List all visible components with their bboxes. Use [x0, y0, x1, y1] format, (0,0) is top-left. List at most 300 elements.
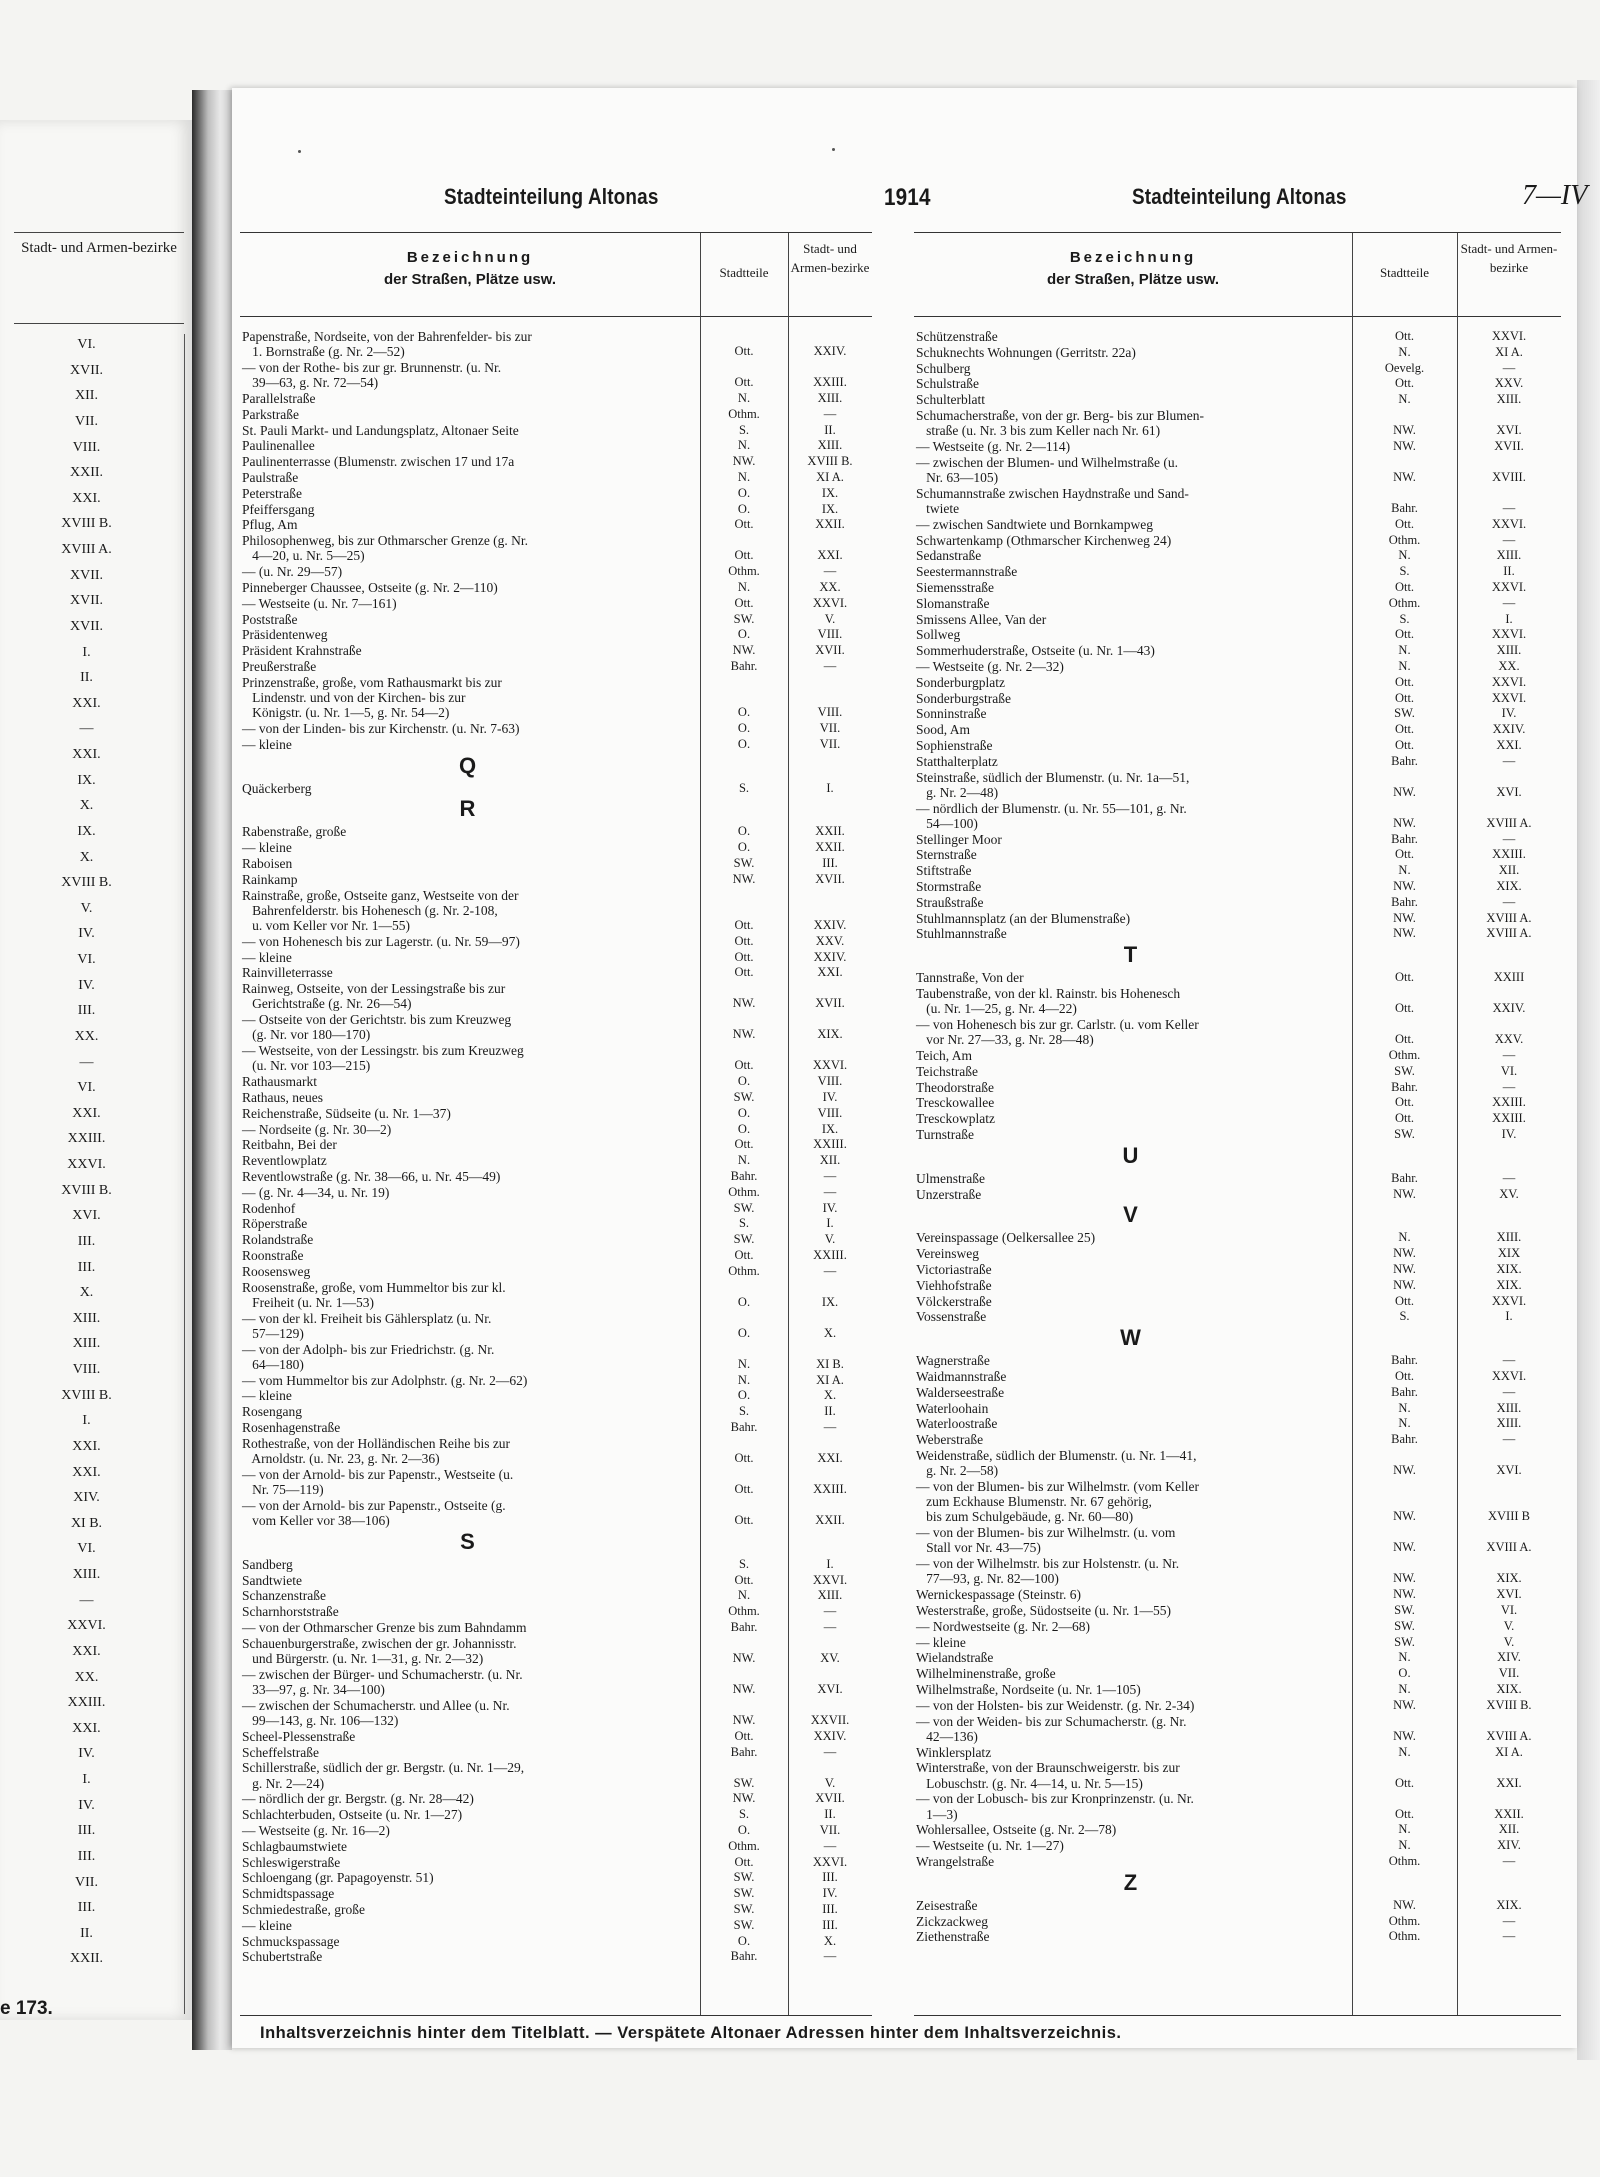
stadtteil-cell: O.	[737, 1325, 751, 1340]
street-name: Schlagbaumstwiete	[242, 1838, 347, 1854]
bezirk-cell: —	[1502, 1854, 1516, 1868]
street-name: Unzerstraße	[916, 1186, 982, 1202]
street-name: Weberstraße	[916, 1432, 984, 1448]
street-name: Pinneberger Chaussee, Ostseite (g. Nr. 2—110)	[242, 580, 498, 595]
bezirk-cell: XIX.	[1496, 1262, 1522, 1276]
bezirk-cell: XI B.	[816, 1356, 844, 1371]
bezirk-cell: XIX.	[1496, 1277, 1522, 1292]
left-page-bezirk: VIII.	[72, 439, 101, 455]
street-name: — Westseite, von der Lessingstr. bis zum Kreuzweg	[242, 1043, 524, 1059]
left-page-bezirk: VI.	[77, 1080, 96, 1096]
left-page-bezirk: XVII.	[69, 567, 104, 583]
street-name: — (u. Nr. 29—57)	[242, 564, 343, 580]
bezirk-cell: XX.	[819, 580, 841, 594]
bezirk-cell: XXV.	[815, 933, 845, 948]
stadtteil-cell: Ott.	[1394, 1369, 1415, 1383]
table-row	[240, 1791, 872, 1806]
table-row	[914, 1017, 1561, 1047]
street-name: — von der Lobusch- bis zur Kronprinzenstr. (u. Nr.	[916, 1791, 1194, 1807]
left-page-bezirk: XXI.	[72, 490, 101, 506]
section-letter: Q	[458, 752, 477, 778]
bezirk-cell: VIII.	[817, 705, 843, 720]
street-name: — von der Arnold- bis zur Papenstr., Westseite (u.	[242, 1466, 514, 1482]
stadtteil-cell: NW.	[1393, 1697, 1416, 1712]
stadtteil-cell: SW.	[733, 1886, 755, 1901]
table-row	[240, 1420, 872, 1435]
section-letter: R	[459, 796, 476, 822]
left-page-bezirk: VII.	[75, 1874, 98, 1890]
left-page-bezirk: XXI.	[72, 695, 101, 711]
stadtteil-cell: Ott.	[1394, 329, 1415, 343]
table-row	[240, 1604, 872, 1619]
bezirk-cell: XXI.	[1496, 1775, 1522, 1790]
stadtteil-cell: S.	[738, 1404, 750, 1419]
stadtteil-cell: NW.	[1393, 784, 1416, 799]
stadtteil-cell: Bahr.	[730, 659, 758, 673]
table-row	[240, 659, 872, 674]
street-name: Schützenstraße	[916, 329, 998, 344]
street-name: Statthalterplatz	[916, 753, 998, 769]
street-name: twiete	[916, 500, 960, 516]
street-name: 64—180)	[242, 1356, 304, 1372]
stadtteil-cell: SW.	[733, 1902, 755, 1916]
street-name: Rosengang	[242, 1404, 302, 1420]
bezirk-cell: —	[1502, 1170, 1516, 1185]
bezirk-cell: XXVI.	[812, 1572, 848, 1587]
bezirk-cell: IV.	[822, 1200, 838, 1215]
stadtteil-cell: Bahr.	[730, 1744, 758, 1759]
stadtteil-cell: SW.	[1394, 1603, 1415, 1617]
section-letter: V	[1123, 1202, 1138, 1228]
table-row	[914, 1914, 1561, 1929]
bezirk-cell: II.	[1503, 564, 1515, 579]
street-name: — Nordseite (g. Nr. 30—2)	[242, 1121, 392, 1137]
stadtteil-cell: NW.	[732, 1712, 756, 1727]
stadtteil-cell: SW.	[733, 1200, 755, 1215]
street-name: — von der kl. Freiheit bis Gählersplatz (u. Nr.	[242, 1310, 492, 1326]
table-row	[914, 926, 1561, 941]
bezirk-cell: XXV.	[1494, 376, 1524, 391]
street-name: Arnoldstr. (u. Nr. 23, g. Nr. 2—36)	[242, 1450, 440, 1466]
bezirk-cell: —	[823, 1263, 837, 1278]
stadtteil-cell: S.	[738, 1216, 750, 1231]
street-name: — kleine	[242, 736, 292, 752]
stadtteil-cell: O.	[1398, 1666, 1411, 1681]
stadtteil-cell: Ott.	[734, 344, 754, 359]
table-row	[914, 1230, 1561, 1245]
street-name: Sood, Am	[916, 722, 971, 738]
bezirk-cell: II.	[824, 422, 836, 437]
bezirk-cell: XIX.	[1496, 1897, 1522, 1912]
stadtteil-cell: NW.	[1393, 423, 1416, 438]
street-name: Scheel-Plessenstraße	[242, 1728, 356, 1744]
street-name: 54—100)	[916, 815, 978, 831]
stadtteil-cell: S.	[738, 1807, 750, 1822]
stadtteil-cell: Othm.	[1388, 1854, 1421, 1868]
table-row	[240, 1122, 872, 1137]
left-page-bezirk: XX.	[74, 1028, 99, 1044]
street-name: Stall vor Nr. 43—75)	[916, 1540, 1041, 1556]
left-page-bezirk: XVIII B.	[61, 516, 112, 532]
table-row	[914, 1095, 1561, 1110]
street-name: zum Eckhause Blumenstr. Nr. 67 gehörig,	[916, 1494, 1152, 1510]
street-name: — zwischen der Blumen- und Wilhelmstraße (u.	[916, 454, 1179, 470]
table-row	[914, 1171, 1561, 1186]
bezirk-cell: XVI.	[817, 1681, 843, 1696]
stadtteil-cell: Ott.	[1394, 1293, 1415, 1308]
street-name: Straußstraße	[916, 894, 984, 910]
street-name: Wielandstraße	[916, 1650, 994, 1666]
table-row	[914, 1635, 1561, 1650]
street-name: Rosenhagenstraße	[242, 1420, 341, 1435]
bezirk-cell: XI A.	[816, 1372, 844, 1387]
table-row	[240, 1698, 872, 1728]
bezirk-cell: XVII.	[815, 871, 845, 886]
main-page	[232, 88, 1588, 2048]
left-page-bezirk: XXVI.	[67, 1157, 106, 1172]
column-header-bezeichnung-line2: der Straßen, Plätze usw.	[384, 271, 556, 288]
street-name: Stuhlmannstraße	[916, 926, 1007, 942]
scan-speck	[298, 150, 301, 153]
bezirk-cell: XIX.	[817, 1027, 843, 1042]
stadtteil-cell: SW.	[733, 611, 755, 626]
stadtteil-cell: NW.	[1393, 469, 1416, 484]
bezirk-cell: XXIV.	[1492, 1001, 1526, 1016]
stadtteil-cell: N.	[737, 1153, 751, 1168]
street-name: Schlachterbuden, Ostseite (u. Nr. 1—27)	[242, 1807, 463, 1823]
street-name: Vereinspassage (Oelkersallee 25)	[916, 1230, 1096, 1246]
section-letter: S	[460, 1528, 475, 1554]
street-name: — von der Holsten- bis zur Weidenstr. (g. Nr. 2-34)	[916, 1697, 1195, 1713]
left-page-bezirk: IX.	[77, 823, 96, 839]
street-name: Slomanstraße	[916, 595, 990, 611]
bezirk-cell: X.	[823, 1325, 837, 1340]
table-row	[914, 392, 1561, 407]
bezirk-cell: XVIII.	[1492, 469, 1526, 484]
stadtteil-cell: O.	[737, 721, 751, 735]
street-name: Scharnhorststraße	[242, 1604, 339, 1620]
street-name: bis zum Schulgebäude, g. Nr. 60—80)	[916, 1509, 1134, 1525]
section-letter: U	[1122, 1142, 1139, 1168]
street-name: Rainstraße, große, Ostseite ganz, Westseite von der	[242, 887, 519, 903]
street-name: Pflug, Am	[242, 517, 298, 533]
table-row	[240, 486, 872, 501]
bezirk-cell: XXV.	[1494, 1032, 1524, 1047]
stadtteil-cell: SW.	[1394, 706, 1415, 721]
stadtteil-cell: Bahr.	[730, 1949, 758, 1964]
street-name: Röperstraße	[242, 1216, 308, 1232]
stadtteil-cell: Ott.	[1394, 1806, 1415, 1821]
left-page-bezirk: VI.	[77, 1541, 96, 1557]
bezirk-cell: XVIII A.	[1486, 815, 1532, 830]
stadtteil-cell: Ott.	[1394, 722, 1415, 737]
bezirk-cell: X.	[823, 1388, 837, 1403]
stadtteil-cell: NW.	[1393, 1186, 1416, 1201]
stadtteil-cell: Bahr.	[1391, 831, 1418, 846]
street-name: g. Nr. 2—58)	[916, 1463, 999, 1479]
street-name: Raboisen	[242, 856, 293, 871]
table-row	[240, 781, 872, 796]
street-name: Sternstraße	[916, 847, 977, 863]
street-name: Taubenstraße, von der kl. Rainstr. bis Hohenesch	[916, 986, 1181, 1001]
stadtteil-cell: Bahr.	[1391, 1170, 1418, 1185]
street-name: Sommerhuderstraße, Ostseite (u. Nr. 1—43)	[916, 643, 1155, 659]
stadtteil-cell: Ott.	[1394, 516, 1415, 531]
left-page-bezirk: IV.	[78, 977, 95, 993]
table-row	[914, 659, 1561, 674]
street-name: 99—143, g. Nr. 106—132)	[242, 1712, 399, 1728]
table-row	[240, 1886, 872, 1901]
street-name: Schmiedestraße, große	[242, 1902, 365, 1917]
left-page-bezirk: XX.	[74, 1669, 99, 1685]
street-name: Stellinger Moor	[916, 831, 1002, 847]
bezirk-cell: XXVI.	[812, 1058, 848, 1073]
table-row	[914, 1401, 1561, 1416]
street-name: Rothestraße, von der Holländischen Reihe bis zur	[242, 1435, 511, 1451]
bezirk-cell: —	[1502, 1079, 1516, 1094]
left-page-bezirk: II.	[80, 1925, 93, 1941]
street-name: vor Nr. 27—33, g. Nr. 28—48)	[916, 1032, 1094, 1048]
column-header-bezeichnung-line1: Bezeichnung	[1069, 249, 1197, 266]
stadtteil-cell: O.	[737, 840, 751, 855]
stadtteil-cell: Bahr.	[730, 1620, 758, 1634]
table-row	[914, 770, 1561, 800]
stadtteil-cell: Othm.	[1388, 1929, 1421, 1944]
bezirk-cell: XXVI.	[812, 1854, 848, 1869]
stadtteil-cell: S.	[738, 780, 750, 795]
table-row	[914, 738, 1561, 753]
street-name: — von Hohenesch bis zur gr. Carlstr. (u. vom Keller	[916, 1017, 1199, 1032]
table-row	[914, 1294, 1561, 1309]
street-name: — von der Blumen- bis zur Wilhelmstr. (vom Keller	[916, 1479, 1200, 1494]
table-row	[240, 965, 872, 980]
left-page-bezirk: XVI.	[72, 1208, 101, 1224]
stadtteil-cell: Ott.	[1394, 674, 1415, 689]
column-header-bezeichnung-line1: Bezeichnung	[406, 249, 534, 266]
table-row	[240, 470, 872, 485]
stadtteil-cell: Ott.	[734, 917, 754, 932]
street-name: Präsident Krahnstraße	[242, 643, 362, 659]
street-name: Winterstraße, von der Braunschweigerstr. bis zur	[916, 1760, 1180, 1776]
stadtteil-cell: NW.	[732, 1681, 756, 1696]
bezirk-cell: XII.	[1498, 863, 1520, 878]
table-row	[240, 1620, 872, 1635]
bezirk-cell: VIII.	[817, 1105, 843, 1120]
table-row	[240, 1280, 872, 1310]
stadtteil-cell: N.	[737, 391, 751, 405]
bezirk-cell: XIII.	[1496, 392, 1522, 407]
stadtteil-cell: O.	[737, 1121, 751, 1136]
left-page-bezirk: III.	[77, 1823, 96, 1839]
stadtteil-cell: Bahr.	[730, 1420, 758, 1434]
bezirk-cell: XI A.	[816, 470, 844, 484]
stadtteil-cell: Ott.	[734, 1572, 754, 1587]
left-page-bezirk: XI B.	[70, 1515, 103, 1531]
table-row	[240, 1074, 872, 1089]
running-head-right: Stadteinteilung Altonas	[1132, 184, 1347, 209]
left-page-bezirk: XXII.	[69, 465, 104, 481]
table-row	[240, 856, 872, 871]
bezirk-cell: III.	[822, 1902, 838, 1916]
stadtteil-cell: S.	[738, 422, 750, 437]
table-row	[240, 1588, 872, 1603]
bezirk-cell: VII.	[819, 736, 841, 751]
stadtteil-cell: N.	[1398, 1230, 1411, 1245]
bezirk-cell: XXIV.	[813, 917, 847, 932]
left-page-bezirk: III.	[77, 1003, 96, 1019]
table-row	[914, 1556, 1561, 1586]
bezirk-cell: XV.	[1499, 1186, 1519, 1201]
street-name: Paulstraße	[242, 470, 299, 485]
table-row	[240, 329, 872, 359]
street-name: Sophienstraße	[916, 738, 993, 753]
street-name: 33—97, g. Nr. 34—100)	[242, 1681, 385, 1697]
stadtteil-cell: Bahr.	[1391, 894, 1418, 909]
bezirk-cell: —	[1502, 1048, 1516, 1062]
street-name: — kleine	[242, 949, 292, 965]
left-page-bezirk: V.	[80, 900, 93, 916]
street-name: Parallelstraße	[242, 391, 316, 406]
street-name: Ulmenstraße	[916, 1170, 985, 1186]
street-name: Königstr. (u. Nr. 1—5, g. Nr. 54—2)	[242, 705, 450, 721]
bezirk-cell: XXVI.	[812, 595, 848, 610]
street-name: Reitbahn, Bei der	[242, 1137, 337, 1153]
street-name: Waterloohain	[916, 1400, 989, 1416]
street-name: Turnstraße	[916, 1127, 975, 1142]
stadtteil-cell: O.	[737, 1074, 751, 1089]
stadtteil-cell: NW.	[1393, 1540, 1416, 1555]
stadtteil-cell: NW.	[1393, 1897, 1416, 1912]
street-name: Völckerstraße	[916, 1293, 992, 1309]
table-row	[914, 1854, 1561, 1869]
street-name: — von der Linden- bis zur Kirchenstr. (u. Nr. 7-63)	[242, 721, 520, 736]
left-page-bezirk: III.	[77, 1848, 96, 1864]
bezirk-cell: —	[823, 1184, 837, 1199]
street-name: Teichstraße	[916, 1063, 979, 1079]
street-name: — von der Weiden- bis zur Schumacherstr. (g. Nr.	[916, 1713, 1187, 1729]
street-name: — von der Blumen- bis zur Wilhelmstr. (u. vom	[916, 1525, 1176, 1541]
bezirk-cell: VI.	[1500, 1603, 1518, 1617]
bezirk-cell: XX.	[1498, 659, 1520, 673]
bezirk-cell: V.	[824, 1775, 836, 1790]
left-page-bezirk: XIII.	[72, 1336, 101, 1352]
stadtteil-cell: NW.	[1393, 1246, 1416, 1261]
table-row	[240, 1573, 872, 1588]
bezirk-cell: I.	[826, 1556, 834, 1571]
street-name: 4—20, u. Nr. 5—25)	[242, 548, 365, 564]
table-row	[240, 1807, 872, 1822]
stadtteil-cell: Ott.	[734, 595, 754, 610]
bezirk-cell: V.	[1503, 1618, 1515, 1633]
bezirk-cell: XI A.	[1495, 1744, 1523, 1759]
table-row	[914, 675, 1561, 690]
table-row	[240, 1342, 872, 1372]
street-name: Pfeiffersgang	[242, 501, 315, 517]
table-row	[914, 1682, 1561, 1697]
stadtteil-cell: NW.	[732, 454, 756, 469]
table-row	[240, 675, 872, 721]
street-name: St. Pauli Markt- und Landungsplatz, Altonaer Seite	[242, 422, 519, 438]
street-name: Ziethenstraße	[916, 1929, 990, 1945]
table-row	[914, 486, 1561, 516]
bezirk-cell: XXIV.	[813, 949, 847, 964]
column-header-bezeichnung	[240, 233, 700, 317]
street-name: Papenstraße, Nordseite, von der Bahrenfelder- bis zur	[242, 329, 532, 344]
table-row	[240, 1012, 872, 1042]
street-name: Viehhofstraße	[916, 1277, 992, 1293]
left-page-bezirk: XVII.	[69, 362, 104, 378]
bezirk-cell: XXIII.	[813, 1481, 847, 1496]
stadtteil-cell: Bahr.	[1391, 500, 1418, 515]
table-row	[240, 564, 872, 579]
street-name: Nr. 63—105)	[916, 469, 999, 485]
bezirk-cell: XXII.	[1494, 1806, 1524, 1821]
left-page-bezirk: XVIII B.	[61, 1182, 112, 1198]
bezirk-cell: —	[823, 1949, 837, 1964]
stadtteil-cell: Othm.	[728, 1263, 760, 1278]
street-name: Reventlowplatz	[242, 1153, 327, 1169]
bezirk-cell: XXII.	[815, 824, 845, 839]
street-name: — kleine	[242, 1917, 292, 1933]
table-row	[914, 517, 1561, 532]
bezirk-cell: XIII.	[1496, 548, 1522, 563]
street-name: 57—129)	[242, 1325, 304, 1341]
table-row	[914, 1278, 1561, 1293]
street-name: — kleine	[242, 1388, 292, 1404]
table-row	[914, 627, 1561, 642]
stadtteil-cell: NW.	[1393, 1463, 1416, 1478]
street-name: Steinstraße, südlich der Blumenstr. (u. Nr. 1a—51,	[916, 769, 1190, 785]
street-name: Tresckowplatz	[916, 1111, 995, 1127]
left-page-column-header: Stadt- und Armen-bezirke	[14, 232, 184, 324]
table-row	[240, 1436, 872, 1466]
bezirk-cell: I.	[826, 1216, 834, 1231]
stadtteil-cell: SW.	[733, 856, 755, 870]
table-row	[240, 580, 872, 595]
table-row	[240, 612, 872, 627]
left-page-bezirk: X.	[79, 849, 94, 865]
street-name: 39—63, g. Nr. 72—54)	[242, 375, 379, 391]
table-row	[240, 1185, 872, 1200]
bezirk-cell: XVII.	[1494, 439, 1524, 453]
table-row	[914, 1791, 1561, 1821]
stadtteil-cell: O.	[737, 1105, 751, 1120]
table-row	[914, 1353, 1561, 1368]
table-row	[240, 737, 872, 752]
left-page-bezirk: I.	[82, 1413, 91, 1429]
stadtteil-cell: NW.	[1393, 910, 1416, 925]
stadtteil-cell: NW.	[1393, 879, 1416, 893]
bezirk-cell: XIII.	[817, 438, 843, 453]
stadtteil-cell: O.	[737, 824, 751, 839]
table-row	[914, 612, 1561, 627]
table-row	[240, 1373, 872, 1388]
table-row	[914, 455, 1561, 485]
bezirk-cell: XXI.	[817, 548, 843, 563]
bezirk-cell: XXIII.	[813, 375, 847, 390]
table-row	[240, 360, 872, 390]
street-name: Rainweg, Ostseite, von der Lessingstraße bis zur	[242, 981, 506, 997]
table-row	[914, 832, 1561, 847]
bezirk-cell: III.	[822, 856, 838, 870]
page-number: 7—IV	[1522, 180, 1588, 211]
street-name: Schwartenkamp (Othmarscher Kirchenweg 24)	[916, 532, 1172, 548]
street-name: Poststraße	[242, 611, 298, 627]
street-table-left	[240, 232, 872, 2016]
street-name: Wagnerstraße	[916, 1353, 990, 1369]
stadtteil-cell: N.	[1398, 1650, 1411, 1665]
table-row	[240, 1388, 872, 1403]
